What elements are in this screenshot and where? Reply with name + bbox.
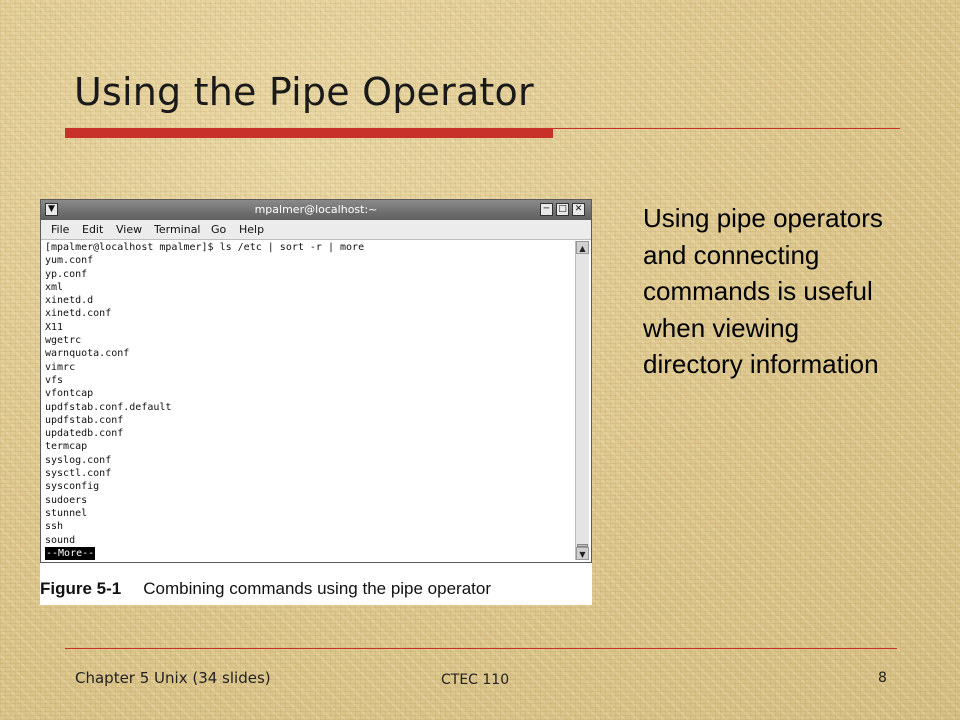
terminal-line: xinetd.conf: [45, 308, 112, 320]
terminal-line: [mpalmer@localhost mpalmer]$ ls /etc | sort -r | more: [45, 242, 365, 253]
terminal-line: ssh: [45, 521, 64, 533]
terminal-menubar: [41, 220, 591, 240]
footer-chapter: Chapter 5 Unix (34 slides): [75, 669, 271, 687]
terminal-window-title: mpalmer@localhost:~: [254, 203, 378, 216]
terminal-line: syslog.conf: [45, 454, 112, 466]
slide-body-text: Using pipe operators and connecting commands is useful when viewing directory information: [643, 203, 883, 379]
terminal-line: sysconfig: [45, 481, 100, 493]
figure-caption-text: Combining commands using the pipe operator: [143, 579, 492, 598]
terminal-scrollbar[interactable]: [575, 241, 589, 560]
terminal-line: yp.conf: [45, 268, 88, 280]
terminal-titlebar[interactable]: [41, 200, 591, 220]
terminal-line: vfontcap: [45, 388, 94, 400]
terminal-line: wgetrc: [45, 335, 82, 347]
slide-number: 8: [878, 670, 887, 686]
terminal-line: updfstab.conf.default: [45, 401, 172, 413]
maximize-icon[interactable]: □: [556, 203, 569, 216]
menu-edit[interactable]: Edit: [82, 223, 104, 236]
menu-help[interactable]: Help: [239, 223, 265, 236]
terminal-line: sysctl.conf: [45, 468, 112, 480]
terminal-output[interactable]: [45, 241, 573, 559]
figure-5-1: [40, 199, 592, 605]
close-icon[interactable]: ✕: [572, 203, 585, 216]
terminal-line: updatedb.conf: [45, 428, 124, 440]
menu-terminal[interactable]: Terminal: [154, 223, 201, 236]
terminal-line: X11: [45, 321, 64, 333]
footer-course: CTEC 110: [441, 672, 510, 688]
terminal-line: vimrc: [45, 361, 76, 373]
menu-go[interactable]: Go: [211, 223, 227, 236]
terminal-line: yum.conf: [45, 255, 94, 267]
figure-label: Figure 5-1: [40, 579, 122, 598]
terminal-line: warnquota.conf: [45, 348, 130, 360]
terminal-line: xinetd.d: [45, 295, 94, 307]
title-underline-accent: [65, 128, 553, 138]
terminal-window: [40, 199, 592, 563]
terminal-line: termcap: [45, 441, 88, 453]
scroll-down-icon[interactable]: ▼: [576, 547, 589, 560]
terminal-line: updfstab.conf: [45, 414, 124, 426]
scroll-up-icon[interactable]: ▲: [576, 241, 589, 254]
terminal-line: vfs: [45, 374, 64, 386]
terminal-line: sudoers: [45, 494, 88, 506]
window-menu-icon[interactable]: ▼: [45, 203, 58, 216]
title-underline-rule: [553, 128, 900, 129]
minimize-icon[interactable]: ─: [540, 203, 553, 216]
menu-file[interactable]: File: [51, 223, 70, 236]
footer-rule: [65, 648, 897, 649]
terminal-line: stunnel: [45, 507, 88, 519]
terminal-line: xml: [45, 281, 64, 293]
slide-title: Using the Pipe Operator: [74, 70, 534, 114]
terminal-line: sound: [45, 534, 76, 546]
more-prompt: --More--: [46, 547, 95, 559]
menu-view[interactable]: View: [116, 223, 143, 236]
figure-caption: [40, 579, 491, 599]
